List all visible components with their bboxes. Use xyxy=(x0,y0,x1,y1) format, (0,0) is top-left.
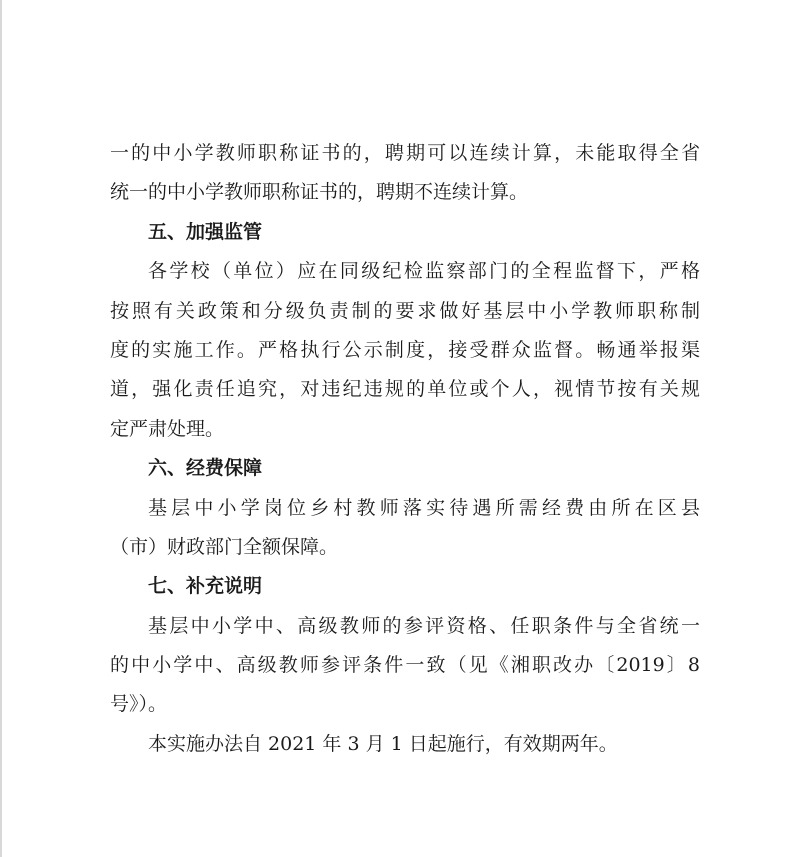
paragraph-line: 统一的中小学教师职称证书的，聘期不连续计算。 xyxy=(110,181,529,204)
section-heading-supervision: 五、加强监管 xyxy=(148,220,263,243)
paragraph-line: 各学校（单位）应在同级纪检监察部门的全程监督下，严格 xyxy=(148,260,700,283)
paragraph-line: 基层中小学岗位乡村教师落实待遇所需经费由所在区县 xyxy=(148,496,700,519)
paragraph-line: 的中小学中、高级教师参评条件一致（见《湘职改办〔2019〕8 xyxy=(110,654,700,677)
section-heading-funding: 六、经费保障 xyxy=(148,457,263,480)
paragraph-line: 度的实施工作。严格执行公示制度，接受群众监督。畅通举报渠 xyxy=(110,338,700,361)
paragraph-line: 按照有关政策和分级负责制的要求做好基层中小学教师职称制 xyxy=(110,299,700,322)
document-body xyxy=(110,134,700,764)
paragraph-line: 道，强化责任追究，对违纪违规的单位或个人，视情节按有关规 xyxy=(110,378,700,401)
paragraph-line: 一的中小学教师职称证书的，聘期可以连续计算，未能取得全省 xyxy=(110,142,700,164)
page-edge-divider xyxy=(0,0,2,857)
paragraph-line: （市）财政部门全额保障。 xyxy=(110,535,339,558)
paragraph-line: 基层中小学中、高级教师的参评资格、任职条件与全省统一 xyxy=(148,614,700,637)
paragraph-line: 定严肃处理。 xyxy=(110,417,225,440)
paragraph-line: 号》）。 xyxy=(110,693,168,716)
section-heading-supplementary: 七、补充说明 xyxy=(148,575,263,598)
paragraph-line: 本实施办法自 2021 年 3 月 1 日起施行，有效期两年。 xyxy=(148,732,618,755)
